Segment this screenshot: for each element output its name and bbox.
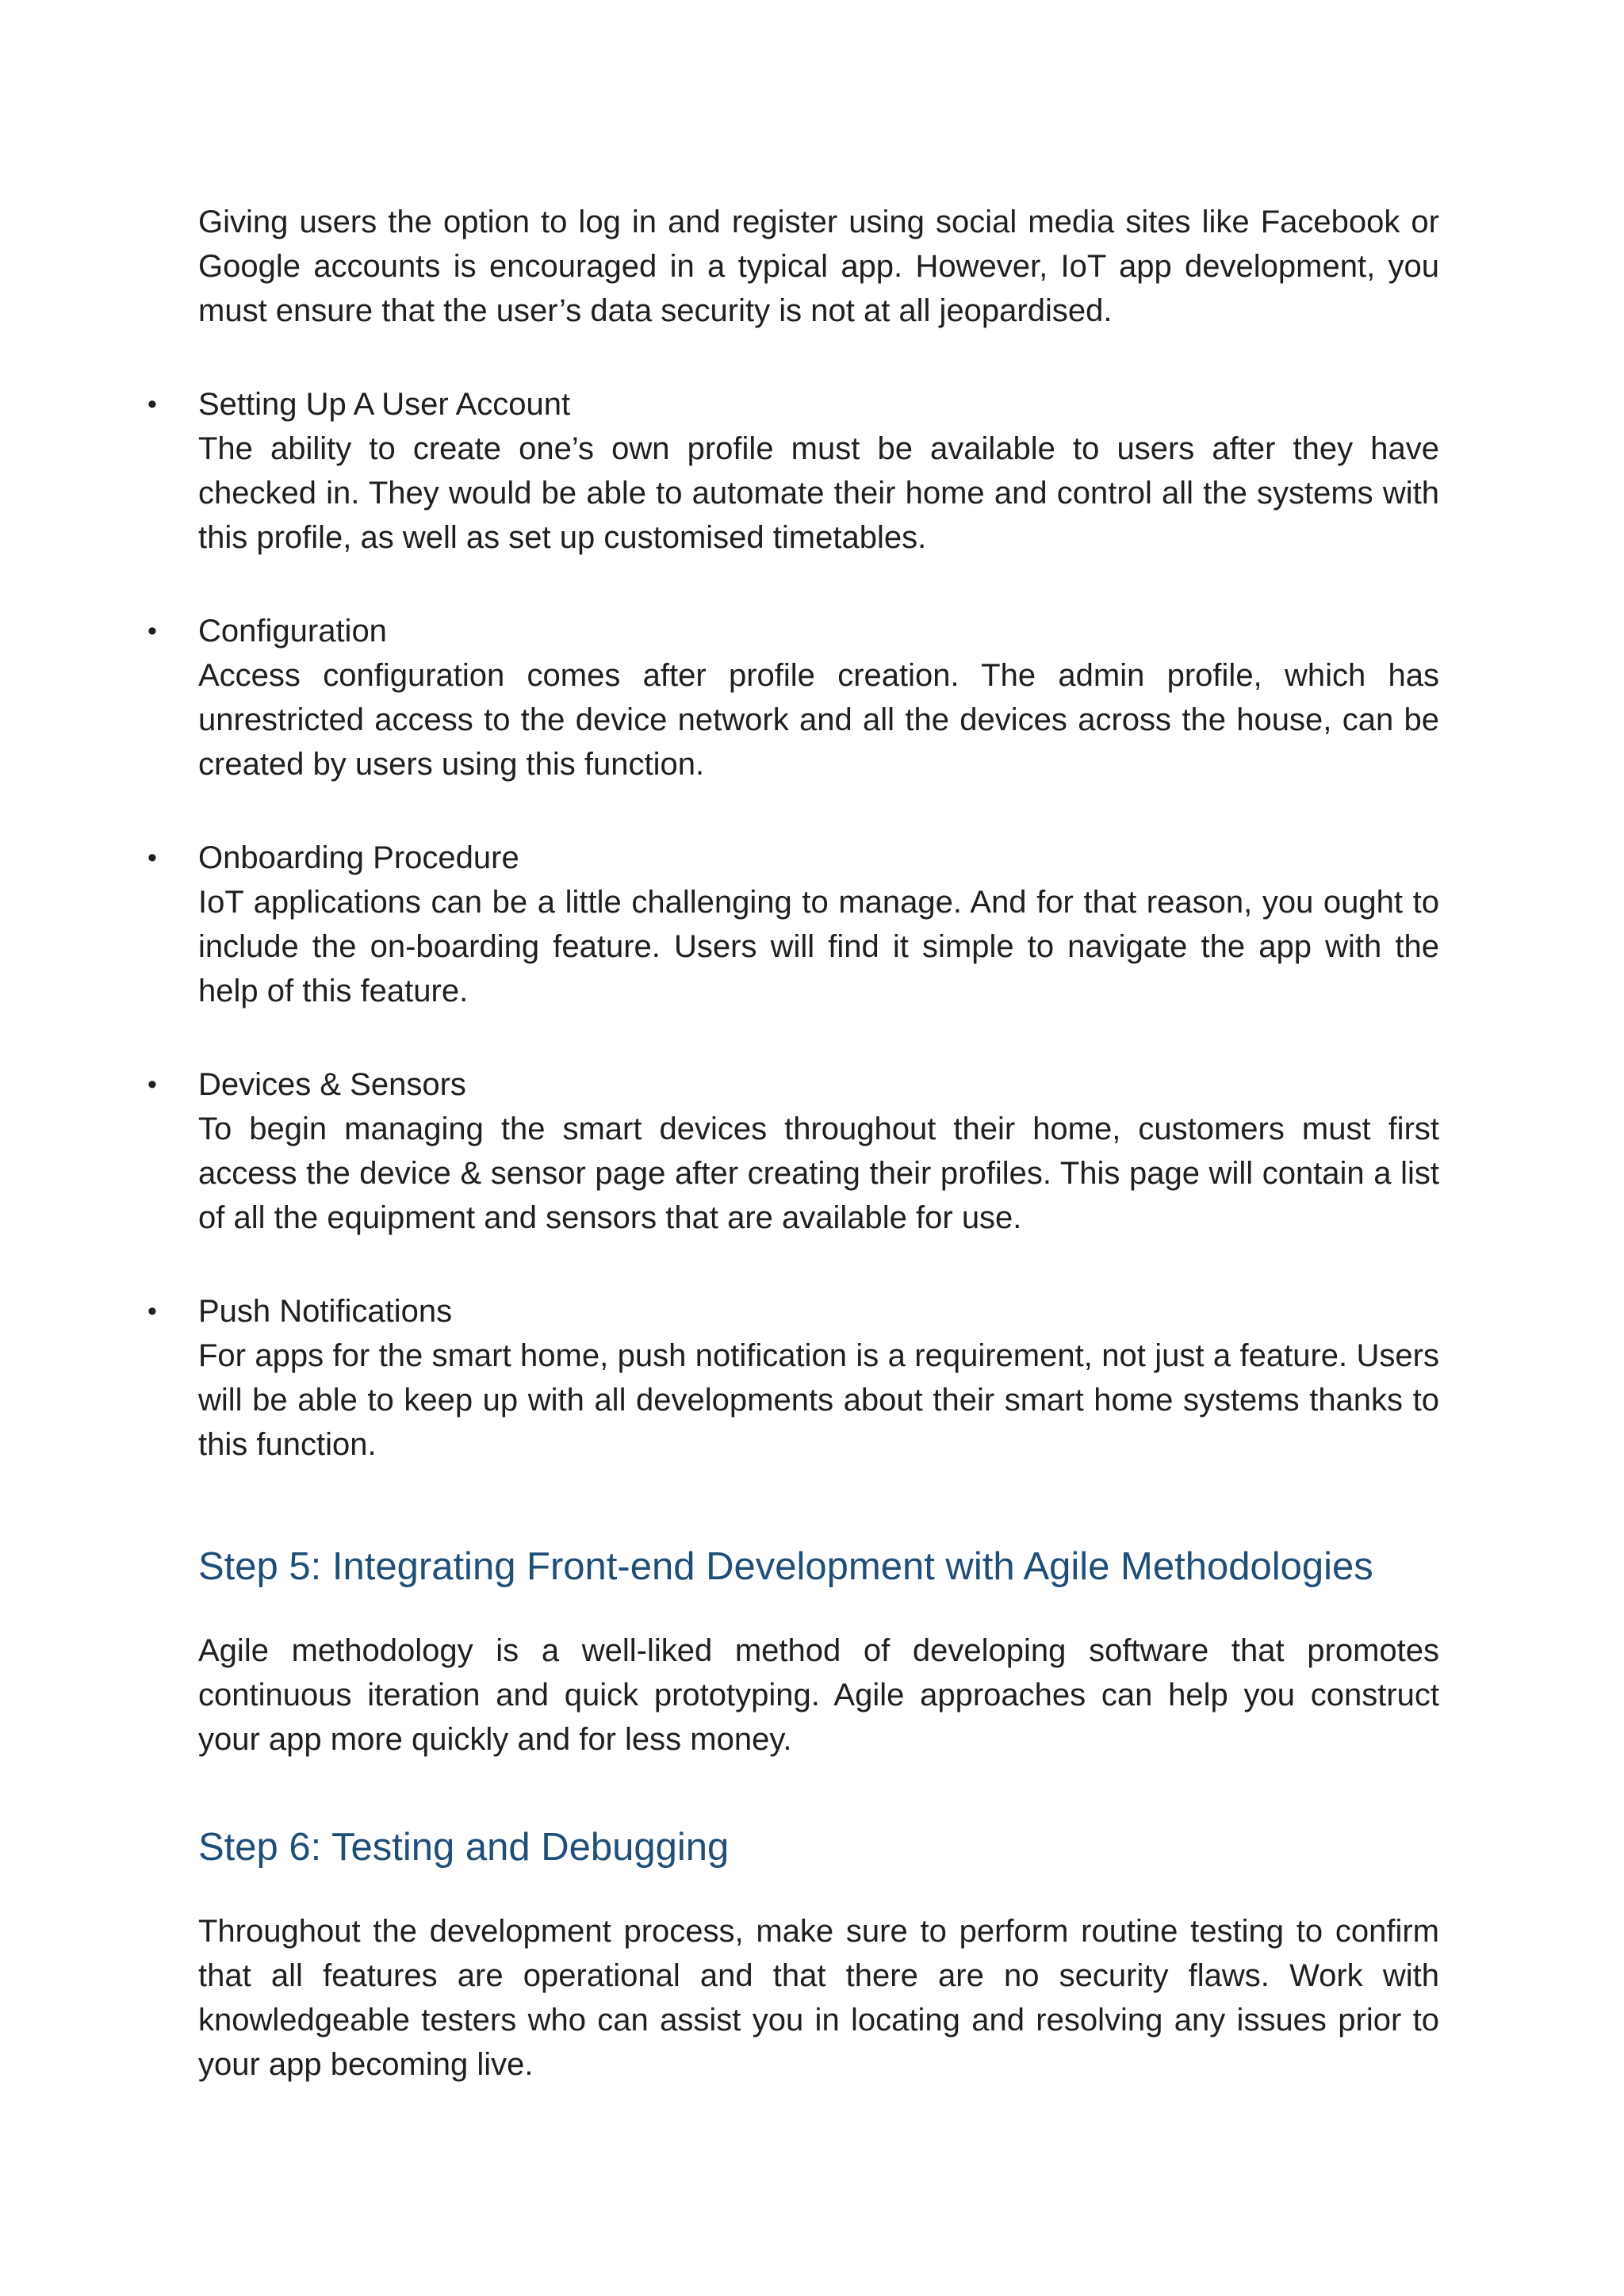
list-item-title: Configuration — [198, 614, 387, 649]
list-item — [147, 836, 1439, 1013]
list-item-body: For apps for the smart home, push notification is a requirement, not just a feature. Users will be able to keep up with all developments about their smart home systems thanks to this function. — [198, 1338, 1439, 1462]
list-item-title: Push Notifications — [198, 1294, 453, 1329]
section-heading-step-5: Step 5: Integrating Front-end Development with Agile Methodologies — [198, 1545, 1373, 1588]
bullet-icon: • — [147, 616, 157, 646]
list-item-body: Access configuration comes after profile creation. The admin profile, which has unrestricted access to the device network and all the devices across the house, can be created by users using this function. — [198, 658, 1439, 782]
feature-list — [147, 382, 1439, 1467]
section-body-step-6: Throughout the development process, make sure to perform routine testing to confirm that all features are operational and that there are no security flaws. Work with knowledgeable testers who can assist you in locating and resolving any issues prior to your app becoming live. — [198, 1914, 1439, 2082]
list-item-title: Setting Up A User Account — [198, 387, 571, 422]
section-heading-step-6: Step 6: Testing and Debugging — [198, 1826, 730, 1869]
list-item — [147, 1062, 1439, 1240]
list-item-body: To begin managing the smart devices throughout their home, customers must first access the device & sensor page after creating their profiles. This page will contain a list of all the equipment and sensors that are available for use. — [198, 1112, 1439, 1235]
list-item — [147, 609, 1439, 786]
list-item — [147, 1289, 1439, 1467]
list-item-title: Devices & Sensors — [198, 1067, 466, 1102]
bullet-icon: • — [147, 843, 157, 873]
page-content — [147, 200, 1439, 2087]
section-body-step-5: Agile methodology is a well-liked method of developing software that promotes continuous iteration and quick prototyping. Agile approaches can help you construct your app more quickly and for less money. — [198, 1633, 1439, 1757]
list-item-body: IoT applications can be a little challenging to manage. And for that reason, you ought to include the on-boarding feature. Users will find it simple to navigate the app with the help of this feature. — [198, 885, 1439, 1008]
bullet-icon: • — [147, 1070, 157, 1100]
list-item — [147, 382, 1439, 560]
list-item-title: Onboarding Procedure — [198, 840, 519, 875]
bullet-icon: • — [147, 1296, 157, 1326]
list-item-body: The ability to create one’s own profile must be available to users after they have checked in. They would be able to automate their home and control all the systems with this profile, as well as set up customised timetables. — [198, 431, 1439, 555]
bullet-icon: • — [147, 389, 157, 419]
intro-paragraph: Giving users the option to log in and register using social media sites like Facebook or Google accounts is encouraged in a typical app. However, IoT app development, you must ensure that the user’s data security is not at all jeopardised. — [198, 205, 1439, 328]
